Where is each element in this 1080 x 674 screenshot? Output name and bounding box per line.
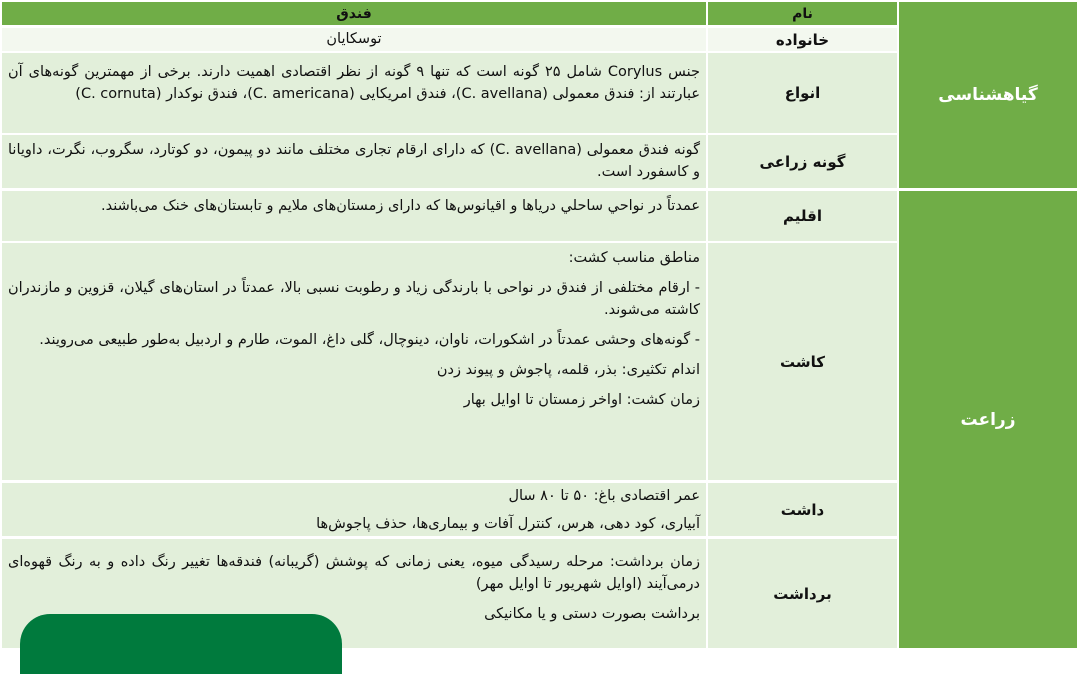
row-label-maintenance: داشت xyxy=(708,483,897,536)
header-value: فندق xyxy=(2,2,706,25)
row-value-species: جنس Corylus شامل ۲۵ گونه است که تنها ۹ گونه از نظر اقتصادی اهمیت دارند. برخی از مهمترین گونه‌های آن عبارتند از: فندق معمولی (C. avellana)، فندق امریکایی (C. americana)، فندق نوکدار (C. cornuta) xyxy=(2,53,706,133)
row-label-planting: کاشت xyxy=(708,243,897,480)
row-value-climate: عمدتاً در نواحي ساحلي درياها و اقيانوس‌ها که دارای زمستان‌های ملایم و تابستان‌های خنک می‌باشند. xyxy=(2,191,706,241)
planting-line: زمان کشت: اواخر زمستان تا اوایل بهار xyxy=(463,392,700,408)
planting-line: - ارقام مختلفی از فندق در نواحی با بارندگی زیاد و رطوبت نسبی بالا، عمدتاً در استان‌های گیلان، قزوین و مازندران کاشته می‌شوند. xyxy=(8,280,700,318)
row-label-harvest: برداشت xyxy=(708,539,897,648)
row-value-family: توسکایان xyxy=(2,28,706,51)
planting-line: مناطق مناسب کشت: xyxy=(568,250,700,266)
planting-line: - گونه‌های وحشی عمدتاً در اشکورات، ناوان، دینوچال، گلی داغ، الموت، طارم و اردبیل به‌طور طبیعی می‌رویند. xyxy=(39,332,700,348)
row-value-maintenance xyxy=(2,483,706,536)
row-label-family: خانواده xyxy=(708,28,897,51)
row-label-species: انواع xyxy=(708,53,897,133)
maintenance-line: عمر اقتصادی باغ: ۵۰ تا ۸۰ سال xyxy=(508,488,700,504)
category-cultivation: زراعت xyxy=(899,191,1077,648)
row-label-cultivar: گونه زراعی xyxy=(708,135,897,188)
maintenance-line: آبیاری، کود دهی، هرس، کنترل آفات و بیماری‌ها، حذف پاجوش‌ها xyxy=(316,516,700,532)
planting-line: اندام تکثیری: بذر، قلمه، پاجوش و پیوند زدن xyxy=(436,362,700,378)
category-botany: گیاهشناسی xyxy=(899,2,1077,188)
row-label-climate: اقلیم xyxy=(708,191,897,241)
harvest-line: زمان برداشت: مرحله رسیدگی میوه، یعنی زمانی که پوشش (گریبانه) فندقه‌ها تغییر رنگ داده و به رنگ قهوه‌ای درمی‌آیند (اوایل شهریور تا اوایل مهر) xyxy=(8,554,700,592)
row-value-cultivar: گونه فندق معمولی (C. avellana) که دارای ارقام تجاری مختلف مانند دو پیمون، دو کوتارد، سگروب، نگرت، داویانا و کاسفورد است. xyxy=(2,135,706,188)
harvest-line: برداشت بصورت دستی و یا مکانیکی xyxy=(484,606,700,622)
row-value-planting xyxy=(2,243,706,480)
decorative-green-shape xyxy=(20,614,342,674)
header-name: نام xyxy=(708,2,897,25)
